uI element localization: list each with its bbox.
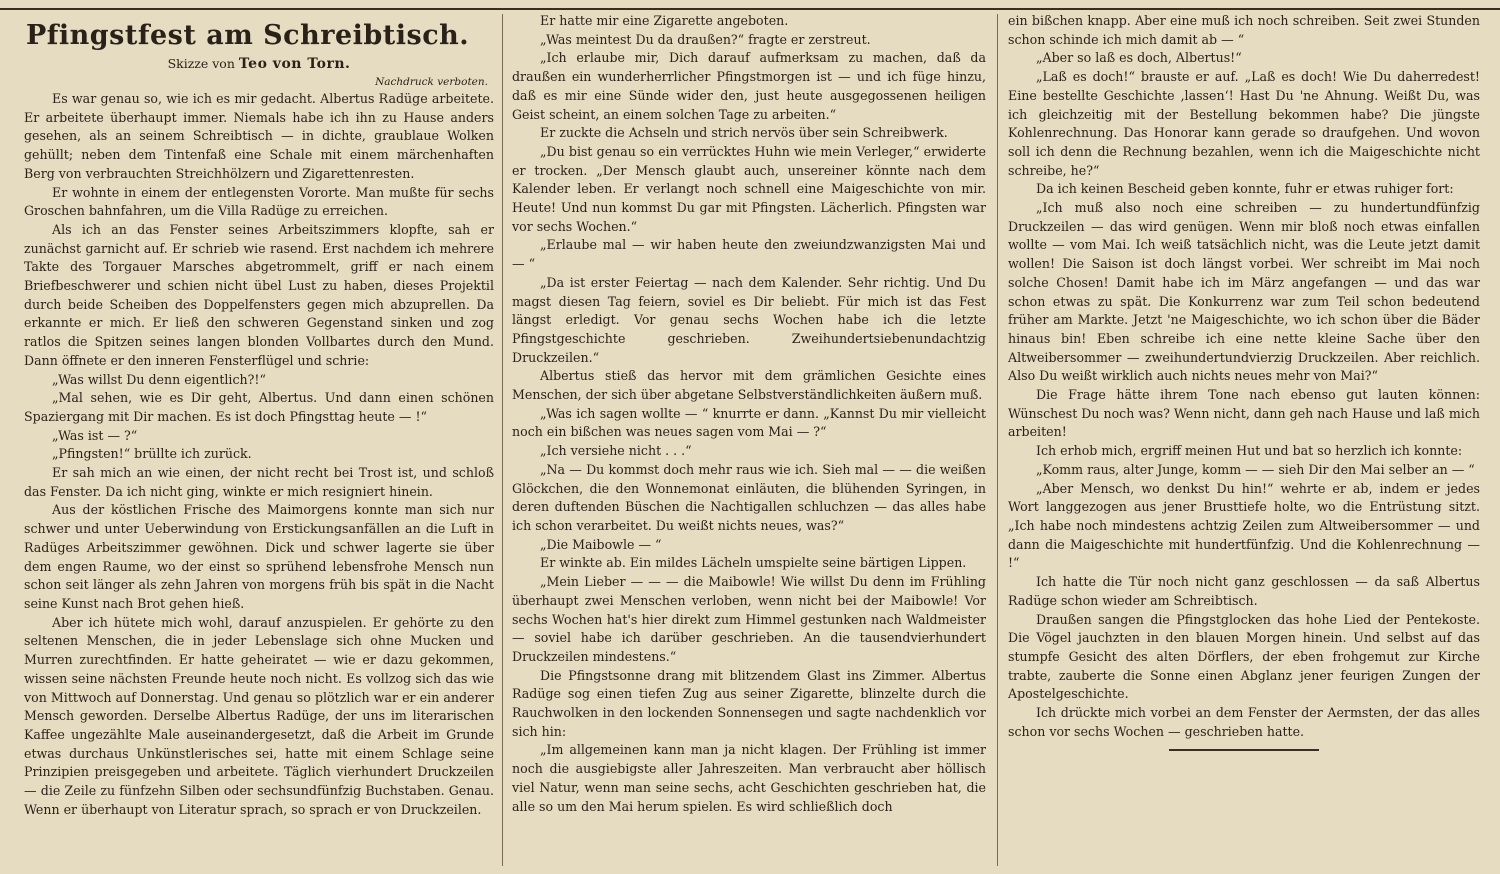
paragraph: „Was willst Du denn eigentlich?!“ [52,371,266,387]
paragraph: Aber ich hütete mich wohl, darauf anzuspielen. Er gehörte zu den seltenen Menschen, die in jeder Lebenslage sich ohne Mucken und Murren zurechtfinden. Er hatte geheiratet — wie er dazu gekommen, wissen seine nächsten Freunde heute noch nicht. Es vollzog sich das wie von Mittwoch auf Donnerstag. Und genau so plötzlich war er ein anderer Mensch geworden. Derselbe Albertus Radüge, der uns im literarischen Kaffee ungezählte Male auseinandergesetzt, daß die Arbeit im Grunde etwas durchaus Unkünstlerisches sei, hatte mit einem Schlage seine Prinzipien preisgegeben und arbeitete. Täglich vierhundert Druckzeilen — die Zeile zu fünfzehn Silben oder sechsundfünfzig Buchstaben. Genau. Wenn er überhaupt von Literatur sprach, so sprach er von Druckzeilen. [24,614,494,817]
paragraph: „Ich versiehe nicht . . .“ [540,443,692,459]
paragraph: „Ich erlaube mir, Dich darauf aufmerksam zu machen, daß da draußen ein wunderherrlicher Pfingstmorgen ist — und ich füge hinzu, daß es mir eine Sünde wider den, just heute ausgegossenen heiligen Geist scheint, an einem solchen Tage zu arbeiten.“ [512,50,986,122]
paragraph: Die Frage hätte ihrem Tone nach ebenso gut lauten können: Wünschest Du noch was? Wenn nicht, dann geh nach Hause und laß mich arbeiten! [1008,387,1480,440]
paragraph: „Pfingsten!“ brüllte ich zurück. [52,446,252,462]
paragraph: „Was meintest Du da draußen?“ fragte er zerstreut. [540,31,871,47]
column-divider [502,14,503,866]
paragraph: Draußen sangen die Pfingstglocken das hohe Lied der Pentekoste. Die Vögel jauchzten in den blauen Morgen hinein. Und selbst auf das stumpfe Gesicht des alten Dörflers, der eben frohgemut zur Kirche trabte, zauberte die Sonne einen Abglanz jener feurigen Zungen der Apostelgeschichte. [1008,611,1480,702]
paragraph: Albertus stieß das hervor mit dem grämlichen Gesichte eines Menschen, der sich über abgetane Selbstverständlichkeiten äußern muß. [512,368,986,403]
paragraph: „Mal sehen, wie es Dir geht, Albertus. Und dann einen schönen Spaziergang mit Dir machen. Es ist doch Pfingsttag heute — !“ [24,390,494,424]
paragraph: Er sah mich an wie einen, der nicht recht bei Trost ist, und schloß das Fenster. Da ich nicht ging, winkte er mich resigniert hinein. [24,465,494,499]
article-title: Pfingstfest am Schreibtisch. [26,20,470,51]
paragraph: Ich drückte mich vorbei an dem Fenster der Aermsten, der das alles schon vor sechs Wochen — geschrieben hatte. [1008,705,1480,739]
column-divider [997,14,998,866]
paragraph: „Na — Du kommst doch mehr raus wie ich. Sieh mal — — die weißen Glöckchen, die den Wonnemonat einläuten, die blühenden Syringen, in deren duftenden Büschen die Nachtigallen schluchzen — das alles habe ich schon verarbeitet. Du weißt nichts neues, was?“ [512,461,986,533]
paragraph: „Mein Lieber — — — die Maibowle! Wie willst Du denn im Frühling überhaupt zwei Menschen verloben, wenn nicht bei der Maibowle! Vor sechs Wochen hat's hier direkt zum Himmel gestunken nach Waldmeister — soviel habe ich darüber geschrieben. An die tausendvierhundert Druckzeilen mindestens.“ [512,574,986,664]
paragraph: Die Pfingstsonne drang mit blitzendem Glast ins Zimmer. Albertus Radüge sog einen tiefen Zug aus seiner Zigarette, blinzelte durch die Rauchwolken in den lockenden Sonnensegen und sagte nachdenklich vor sich hin: [512,667,986,739]
paragraph: „Erlaube mal — wir haben heute den zweiundzwanzigsten Mai und — “ [512,237,986,272]
column-1 [24,12,494,868]
paragraph: Es war genau so, wie ich es mir gedacht. Albertus Radüge arbeitete. Er arbeitete überhaupt immer. Niemals habe ich ihn zu Hause anders gesehen, als an seinem Schreibtisch — in dichte, graublaue Wolken gehüllt; neben dem Tintenfaß eine Schale mit einem märchenhaften Berg von verbrauchten Streichhölzern und Zigarettenresten. [24,91,494,181]
paragraph: „Was ich sagen wollte — “ knurrte er dann. „Kannst Du mir vielleicht noch ein bißchen was neues sagen vom Mai — ?“ [512,405,986,440]
author-name: Teo von Torn. [238,56,351,72]
paragraph: „Ich muß also noch eine schreiben — zu hundertundfünfzig Druckzeilen — das wird genügen. Wenn mir bloß noch etwas einfallen wollte — vom Mai. Ich weiß tatsächlich nicht, was die Leute jetzt damit wollen! Die Saison ist doch längst vorbei. Wer schreibt im Mai noch solche Chosen! Damit habe ich im März angefangen — und das war schon etwas zu spät. Die Konkurrenz war zum Teil schon bedeutend früher am Markte. Jetzt 'ne Maigeschichte, wo ich schon über die Bäder hinaus bin! Eben schreibe ich eine nette kleine Sache über den Altweibersommer — zweihundertundvierzig Druckzeilen. Aber reichlich. Also Du weißt wirklich auch nichts neues mehr von Mai?“ [1008,200,1480,384]
paragraph: Ich hatte die Tür noch nicht ganz geschlossen — da saß Albertus Radüge schon wieder am Schreibtisch. [1008,574,1480,608]
paragraph: „Komm raus, alter Junge, komm — — sieh Dir den Mai selber an — “ [1036,461,1475,477]
paragraph: Aus der köstlichen Frische des Maimorgens konnte man sich nur schwer und unter Ueberwindung von Erstickungsanfällen an die Luft in Radüges Arbeitszimmer gewöhnen. Dick und schwer lagerte sie über dem engen Raume, wo der einst so sprühend lebensfrohe Mensch nun schon seit länger als zehn Jahren von morgens früh bis spät in die Nacht seine Kunst nach Brot gehen hieß. [24,502,494,611]
paragraph: „Im allgemeinen kann man ja nicht klagen. Der Frühling ist immer noch die ausgiebigste aller Jahreszeiten. Man verbraucht aber höllisch viel Natur, wenn man seine sechs, acht Geschichten geschrieben hat, die alle so um den Mai herum spielen. Es wird schließlich doch [512,742,986,814]
paragraph: ein bißchen knapp. Aber eine muß ich noch schreiben. Seit zwei Stunden schon schinde ich mich damit ab — “ [1008,13,1480,47]
paragraph: Da ich keinen Bescheid geben konnte, fuhr er etwas ruhiger fort: [1036,181,1454,197]
paragraph: „Was ist — ?“ [52,427,138,443]
end-rule [1169,749,1319,751]
paragraph: Ich erhob mich, ergriff meinen Hut und bat so herzlich ich konnte: [1036,443,1463,459]
paragraph: „Die Maibowle — “ [540,536,662,552]
column-3 [1008,12,1480,868]
reprint-note: Nachdruck verboten. [375,76,488,88]
header-rule [0,0,1500,10]
paragraph: „Aber Mensch, wo denkst Du hin!“ wehrte er ab, indem er jedes Wort langgezogen aus jener Brusttiefe holte, wo die Entrüstung sitzt. „Ich habe noch mindestens achtzig Zeilen zum Altweibersommer — und dann die Maigeschichte mit hundertfünfzig. Und die Kohlenrechnung — !“ [1008,480,1480,571]
paragraph: Er zuckte die Achseln und strich nervös über sein Schreibwerk. [540,125,948,141]
paragraph: „Da ist erster Feiertag — nach dem Kalender. Sehr richtig. Und Du magst diesen Tag feiern, soviel es Dir beliebt. Für mich ist das Fest längst erledigt. Vor genau sechs Wochen habe ich die letzte Pfingstgeschichte geschrieben. Zweihundertsiebenundachtzig Druckzeilen.“ [512,274,986,365]
paragraph: Er winkte ab. Ein mildes Lächeln umspielte seine bärtigen Lippen. [540,555,967,571]
paragraph: Er wohnte in einem der entlegensten Vororte. Man mußte für sechs Groschen bahnfahren, um die Villa Radüge zu erreichen. [24,184,494,219]
column-2 [512,12,986,868]
paragraph: „Laß es doch!“ brauste er auf. „Laß es doch! Wie Du daherredest! Eine bestellte Geschichte ‚lassen‘! Hast Du 'ne Ahnung. Weißt Du, was ich gleichzeitig mit der Bestellung bekommen habe? Die jüngste Kohlenrechnung. Das Honorar kann gerade so draufgehen. Und wovon soll ich denn die Rechnung bezahlen, wenn ich die Maigeschichte nicht schreibe, he?“ [1008,69,1480,178]
paragraph: „Aber so laß es doch, Albertus!“ [1036,50,1242,66]
paragraph: „Du bist genau so ein verrücktes Huhn wie mein Verleger,“ erwiderte er trocken. „Der Mensch glaubt auch, unsereiner könnte nach dem Kalender leben. Er verlangt noch schnell eine Maigeschichte von mir. Heute! Und nun kommst Du gar mit Pfingsten. Lächerlich. Pfingsten war vor sechs Wochen.“ [512,143,986,234]
byline-prefix: Skizze von [167,56,235,71]
paragraph: Er hatte mir eine Zigarette angeboten. [540,13,789,28]
paragraph: Als ich an das Fenster seines Arbeitszimmers klopfte, sah er zunächst garnicht auf. Er schrieb wie rasend. Erst nachdem ich mehrere Takte des Torgauer Marsches abgetrommelt, griff er nach einem Briefbeschwerer und schien nicht übel Lust zu haben, dieses Projektil durch beide Scheiben des Doppelfensters gegen mich abzuprellen. Da erkannte er mich. Er ließ den schweren Gegenstand sinken und zog ratlos die Spitzen seines langen blonden Vollbartes durch den Mund. Dann öffnete er den inneren Fensterflügel und schrie: [24,221,494,368]
byline [24,54,494,74]
